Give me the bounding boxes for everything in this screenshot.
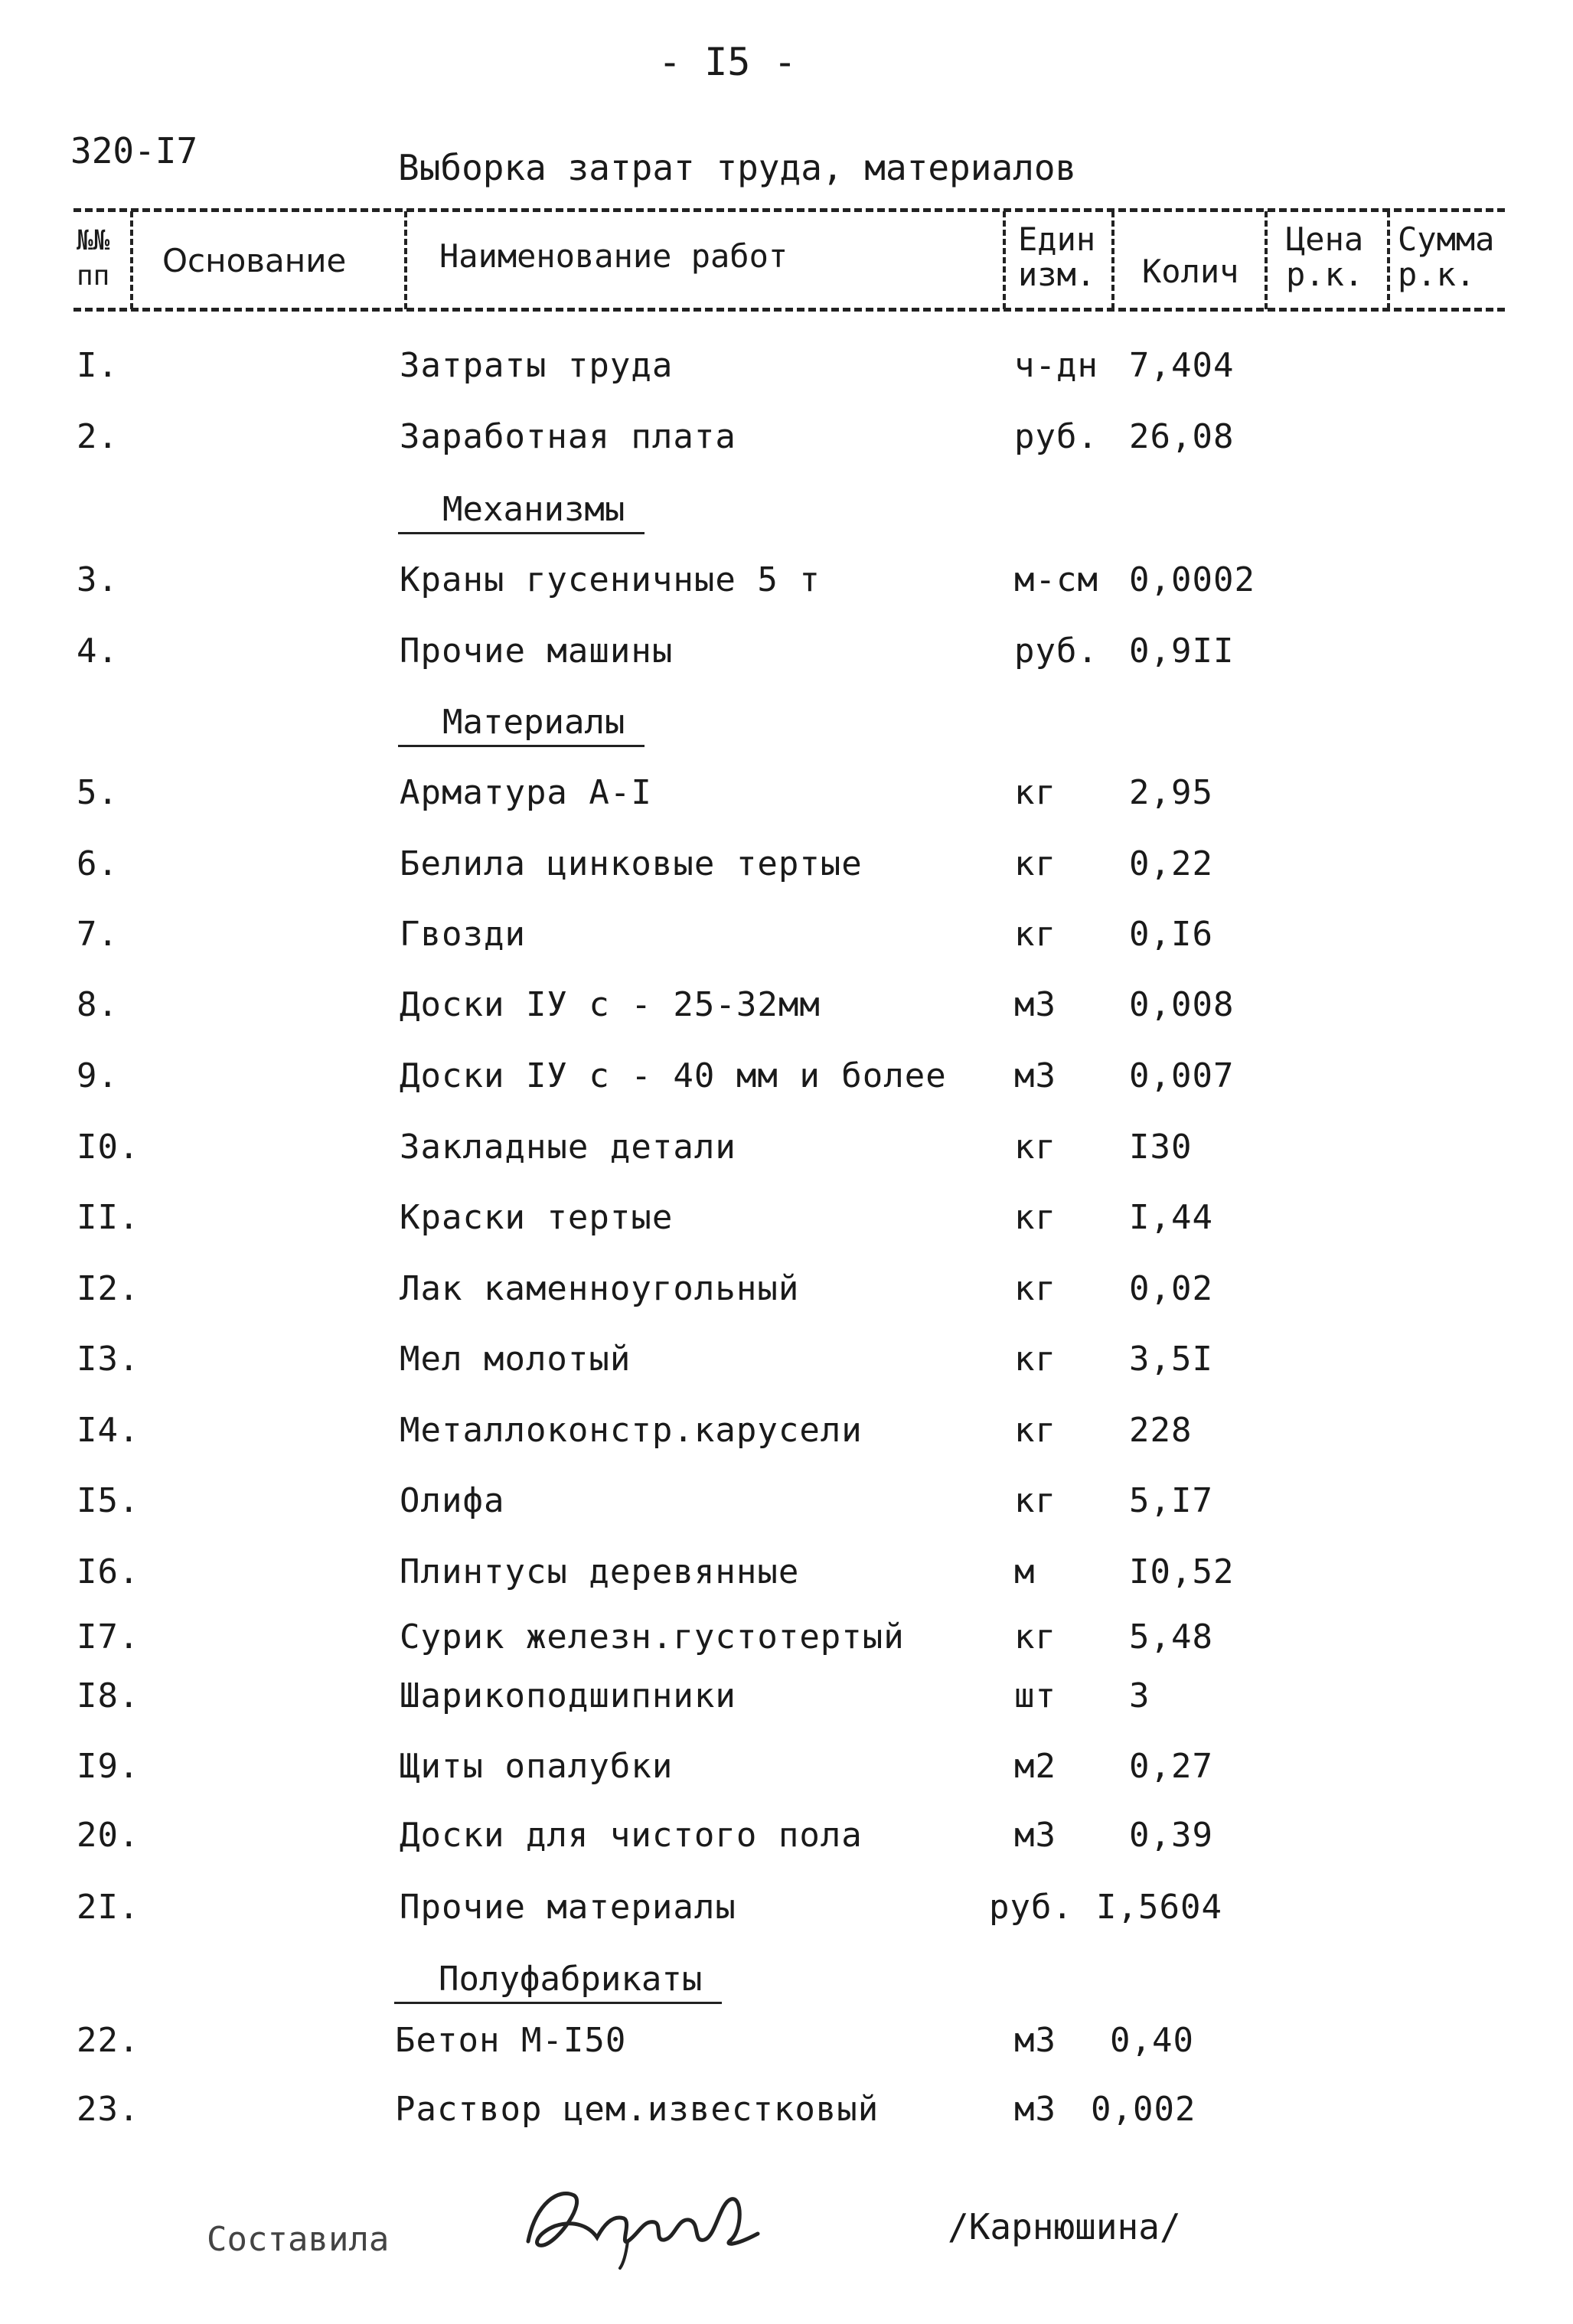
table-row: I7. Сурик железн.густотертый кг 5,48: [77, 1617, 1213, 1657]
header-divider: [130, 211, 133, 309]
page-title: Выборка затрат труда, материалов: [398, 147, 1077, 188]
table-row: 20. Доски для чистого пола м3 0,39: [77, 1816, 1213, 1855]
document-code: 320-I7: [70, 130, 198, 171]
table-row: 5. Арматура А-I кг 2,95: [77, 773, 1213, 812]
table-row: 4. Прочие машины руб. 0,9II: [77, 632, 1235, 671]
table-row: 23. Раствор цем.известковый м3 0,002: [77, 2090, 1196, 2129]
header-divider: [1111, 211, 1114, 309]
section-heading-semi-products: Полуфабрикаты: [394, 1960, 722, 2004]
header-sum: Сумма р.к.: [1398, 220, 1495, 293]
page-number: - I5 -: [658, 40, 797, 84]
header-name: Наименование работ: [439, 237, 788, 275]
table-row: 2. Заработная плата руб. 26,08: [77, 417, 1235, 456]
table-row: 2I. Прочие материалы руб. I,5604: [77, 1888, 1222, 1927]
table-row: 7. Гвозди кг 0,I6: [77, 915, 1213, 954]
header-divider: [1387, 211, 1390, 309]
signer-name: /Карнюшина/: [948, 2206, 1181, 2247]
table-row: 8. Доски IУ с - 25-32мм м3 0,008: [77, 985, 1235, 1024]
compiled-by-label: Составила: [207, 2220, 390, 2259]
header-divider: [1265, 211, 1268, 309]
section-heading-mechanisms: Механизмы: [398, 490, 645, 534]
table-row: 22. Бетон М-I50 м3 0,40: [77, 2021, 1194, 2060]
header-divider: [404, 211, 407, 309]
signature: [513, 2172, 765, 2272]
table-row: I8. Шарикоподшипники шт 3: [77, 1676, 1150, 1715]
table-row: I4. Металлоконстр.карусели кг 228: [77, 1411, 1193, 1450]
table-row: 6. Белила цинковые тертые кг 0,22: [77, 844, 1213, 883]
table-row: I3. Мел молотый кг 3,5I: [77, 1340, 1213, 1379]
table-row: 9. Доски IУ с - 40 мм и более м3 0,007: [77, 1056, 1235, 1095]
table-row: I5. Олифа кг 5,I7: [77, 1481, 1213, 1520]
header-qty: Колич: [1142, 253, 1239, 290]
table-row: I2. Лак каменноугольный кг 0,02: [77, 1269, 1213, 1308]
header-num: №№ пп: [77, 225, 110, 292]
header-basis: Основание: [162, 242, 347, 279]
table-row: I9. Щиты опалубки м2 0,27: [77, 1747, 1213, 1786]
header-price: Цена р.к.: [1286, 220, 1364, 293]
section-heading-materials: Материалы: [398, 703, 645, 747]
header-unit: Един изм.: [1018, 220, 1096, 293]
table-row: I. Затраты труда ч-дн 7,404: [77, 346, 1235, 385]
table-row: I0. Закладные детали кг I30: [77, 1128, 1193, 1167]
header-bottom-rule: [73, 308, 1505, 312]
table-row: I6. Плинтусы деревянные м I0,52: [77, 1552, 1235, 1591]
table-row: II. Краски тертые кг I,44: [77, 1198, 1213, 1237]
header-top-rule: [73, 208, 1505, 212]
table-row: 3. Краны гусеничные 5 т м-см 0,0002: [77, 560, 1255, 599]
header-divider: [1003, 211, 1006, 309]
